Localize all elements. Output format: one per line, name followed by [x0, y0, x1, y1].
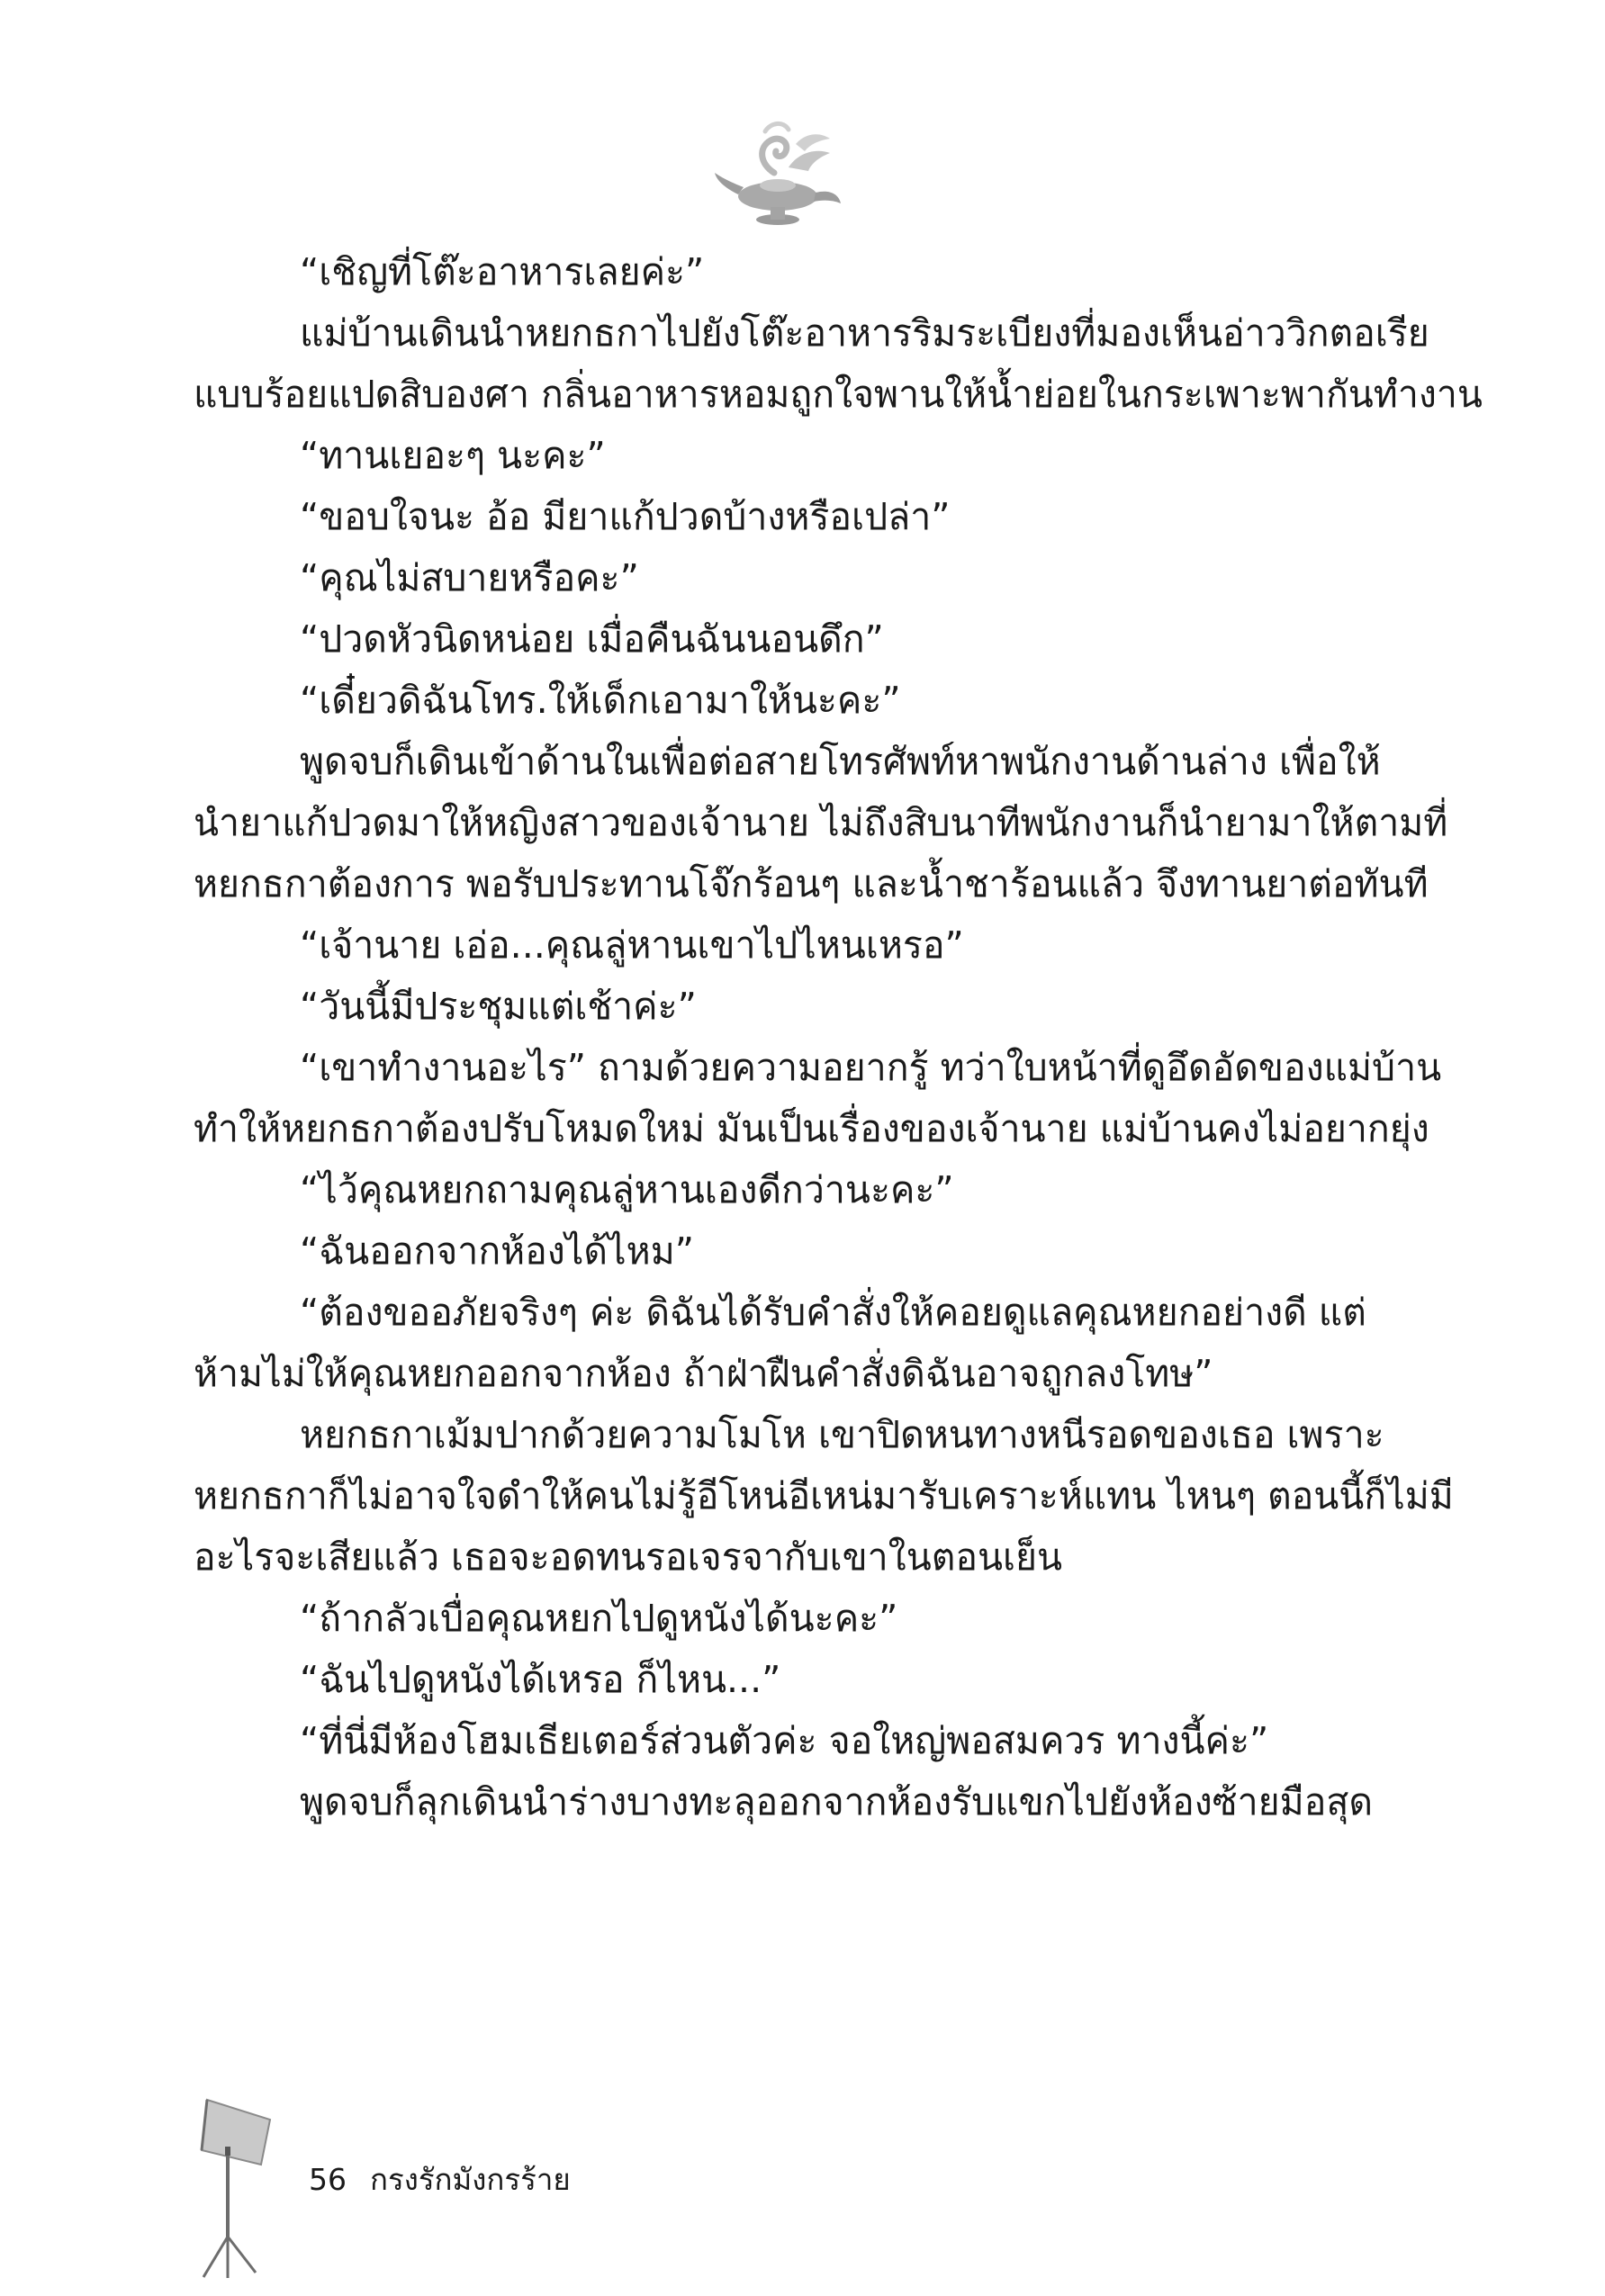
paragraph-line: “คุณไม่สบายหรือคะ”: [300, 556, 639, 599]
page-number: 56: [309, 2162, 347, 2197]
genie-lamp-icon: [711, 117, 846, 230]
studio-light-icon: [198, 2093, 284, 2282]
paragraph-line: “ขอบใจนะ อ้อ มียาแก้ปวดบ้างหรือเปล่า”: [300, 495, 951, 538]
paragraph-line: พูดจบก็ลุกเดินนำร่างบางทะลุออกจากห้องรับแขกไปยังห้องซ้ายมือสุด: [300, 1780, 1373, 1823]
paragraph-line: “เจ้านาย เอ่อ...คุณลู่หานเขาไปไหนเหรอ”: [300, 923, 964, 967]
paragraph-line: อะไรจะเสียแล้ว เธอจะอดทนรอเจรจากับเขาในตอนเย็น: [194, 1535, 1063, 1579]
paragraph-line: “ที่นี่มีห้องโฮมเธียเตอร์ส่วนตัวค่ะ จอใหญ่พอสมควร ทางนี้ค่ะ”: [300, 1719, 1269, 1762]
paragraph-line: หยกธกาเม้มปากด้วยความโมโห เขาปิดหนทางหนีรอดของเธอ เพราะ: [300, 1413, 1384, 1456]
paragraph-line: “ทานเยอะๆ นะคะ”: [300, 434, 606, 477]
paragraph-line: “ต้องขออภัยจริงๆ ค่ะ ดิฉันได้รับคำสั่งให้คอยดูแลคุณหยกอย่างดี แต่: [300, 1291, 1366, 1334]
paragraph-line: “เขาทำงานอะไร” ถามด้วยความอยากรู้ ทว่าใบหน้าที่ดูอึดอัดของแม่บ้าน: [300, 1046, 1442, 1089]
paragraph-line: หยกธกาก็ไม่อาจใจดำให้คนไม่รู้อีโหน่อีเหน่มารับเคราะห์แทน ไหนๆ ตอนนี้ก็ไม่มี: [194, 1474, 1454, 1517]
paragraph-line: ทำให้หยกธกาต้องปรับโหมดใหม่ มันเป็นเรื่องของเจ้านาย แม่บ้านคงไม่อยากยุ่ง: [194, 1107, 1429, 1150]
paragraph-line: แบบร้อยแปดสิบองศา กลิ่นอาหารหอมถูกใจพานให้น้ำย่อยในกระเพาะพากันทำงาน: [194, 373, 1483, 416]
paragraph-line: หยกธกาต้องการ พอรับประทานโจ๊กร้อนๆ และน้ำชาร้อนแล้ว จึงทานยาต่อทันที: [194, 862, 1429, 905]
paragraph-line: แม่บ้านเดินนำหยกธกาไปยังโต๊ะอาหารริมระเบียงที่มองเห็นอ่าววิกตอเรีย: [300, 311, 1429, 355]
book-title: กรงรักมังกรร้าย: [370, 2162, 571, 2197]
paragraph-line: “ไว้คุณหยกถามคุณลู่หานเองดีกว่านะคะ”: [300, 1168, 954, 1211]
paragraph-line: “ถ้ากลัวเบื่อคุณหยกไปดูหนังได้นะคะ”: [300, 1597, 898, 1640]
story-text: [194, 241, 1483, 1832]
paragraph-line: “เดี๋ยวดิฉันโทร.ให้เด็กเอามาให้นะคะ”: [300, 679, 901, 722]
paragraph-line: ห้ามไม่ให้คุณหยกออกจากห้อง ถ้าฝ่าฝืนคำสั่งดิฉันอาจถูกลงโทษ”: [194, 1352, 1213, 1395]
paragraph-line: “ฉันไปดูหนังได้เหรอ ก็ไหน...”: [300, 1658, 781, 1701]
paragraph-line: “ฉันออกจากห้องได้ไหม”: [300, 1229, 694, 1273]
paragraph-line: “ปวดหัวนิดหน่อย เมื่อคืนฉันนอนดึก”: [300, 617, 884, 661]
paragraph-line: “เชิญที่โต๊ะอาหารเลยค่ะ”: [300, 250, 705, 293]
paragraph-line: “วันนี้มีประชุมแต่เช้าค่ะ”: [300, 985, 697, 1028]
page-footer: [309, 2162, 571, 2198]
paragraph-line: พูดจบก็เดินเข้าด้านในเพื่อต่อสายโทรศัพท์หาพนักงานด้านล่าง เพื่อให้: [300, 740, 1381, 783]
paragraph-line: นำยาแก้ปวดมาให้หญิงสาวของเจ้านาย ไม่ถึงสิบนาทีพนักงานก็นำยามาให้ตามที่: [194, 801, 1448, 844]
